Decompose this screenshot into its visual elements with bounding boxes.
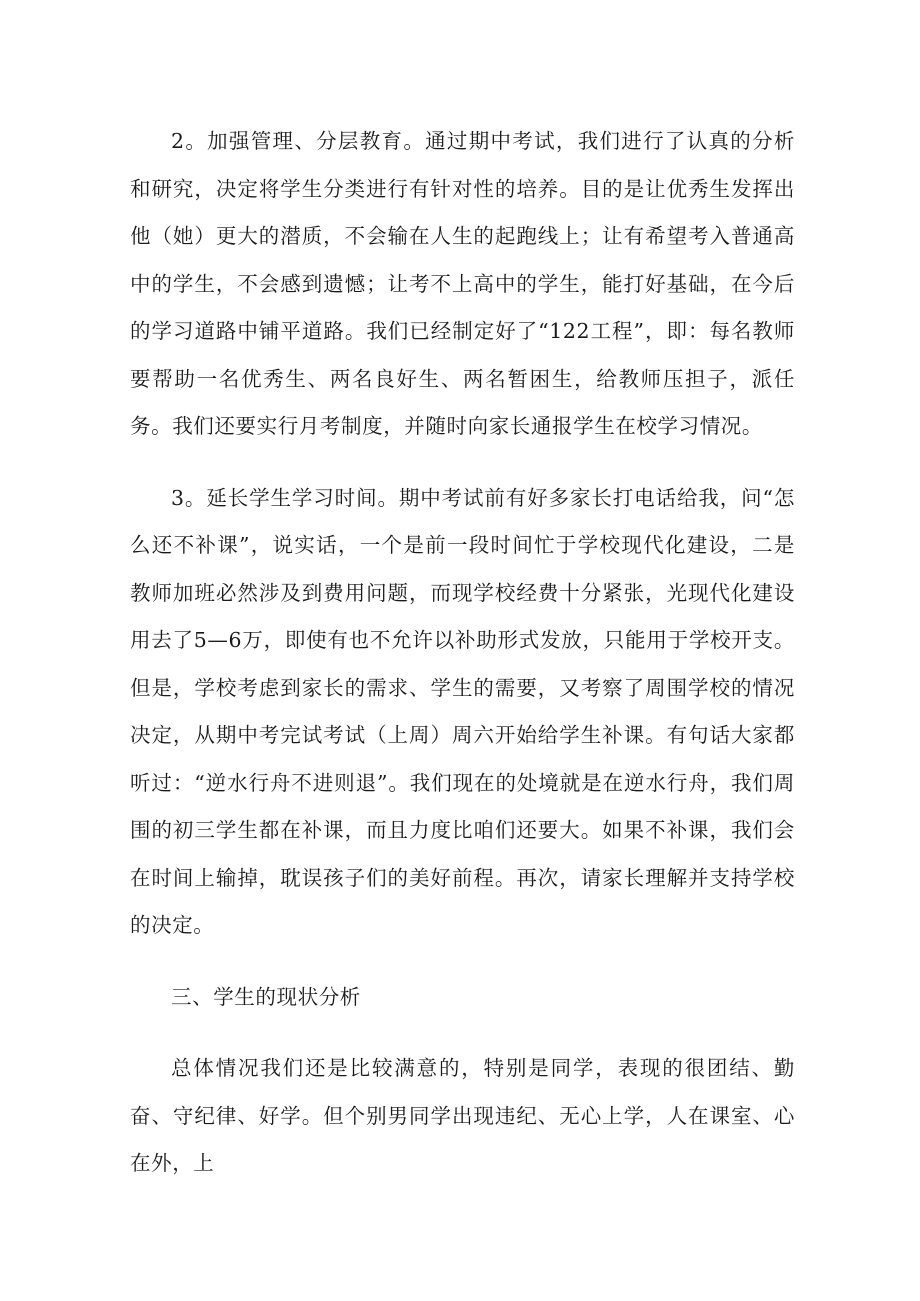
- document-body: [130, 118, 795, 1212]
- section-heading: 三、学生的现状分析: [171, 984, 361, 1009]
- paragraph-study-time: 3。延长学生学习时间。期中考试前有好多家长打电话给我，问“怎么还不补课”，说实话，一个是前一段时间忙于学校现代化建设，二是教师加班必然涉及到费用问题，而现学校经费十分紧张，光现代化建设用去了5—6万，即使有也不允许以补助形式发放，只能用于学校开支。但是，学校考虑到家长的需求、学生的需要，又考察了周围学校的情况决定，从期中考完试考试（上周）周六开始给学生补课。有句话大家都听过：“逆水行舟不进则退”。我们现在的处境就是在逆水行舟，我们周围的初三学生都在补课，而且力度比咱们还要大。如果不补课，我们会在时间上输掉，耽误孩子们的美好前程。再次，请家长理解并支持学校的决定。: [130, 485, 795, 937]
- paragraph-student-status: 总体情况我们还是比较满意的，特别是同学，表现的很团结、勤奋、守纪律、好学。但个别男同学出现违纪、无心上学，人在课室、心在外，上: [130, 1056, 795, 1175]
- paragraph-management: 2。加强管理、分层教育。通过期中考试，我们进行了认真的分析和研究，决定将学生分类进行有针对性的培养。目的是让优秀生发挥出他（她）更大的潜质，不会输在人生的起跑线上；让有希望考入普通高中的学生，不会感到遗憾；让考不上高中的学生，能打好基础，在今后的学习道路中铺平道路。我们已经制定好了“122工程”，即：每名教师要帮助一名优秀生、两名良好生、两名暂困生，给教师压担子，派任务。我们还要实行月考制度，并随时向家长通报学生在校学习情况。: [130, 129, 795, 438]
